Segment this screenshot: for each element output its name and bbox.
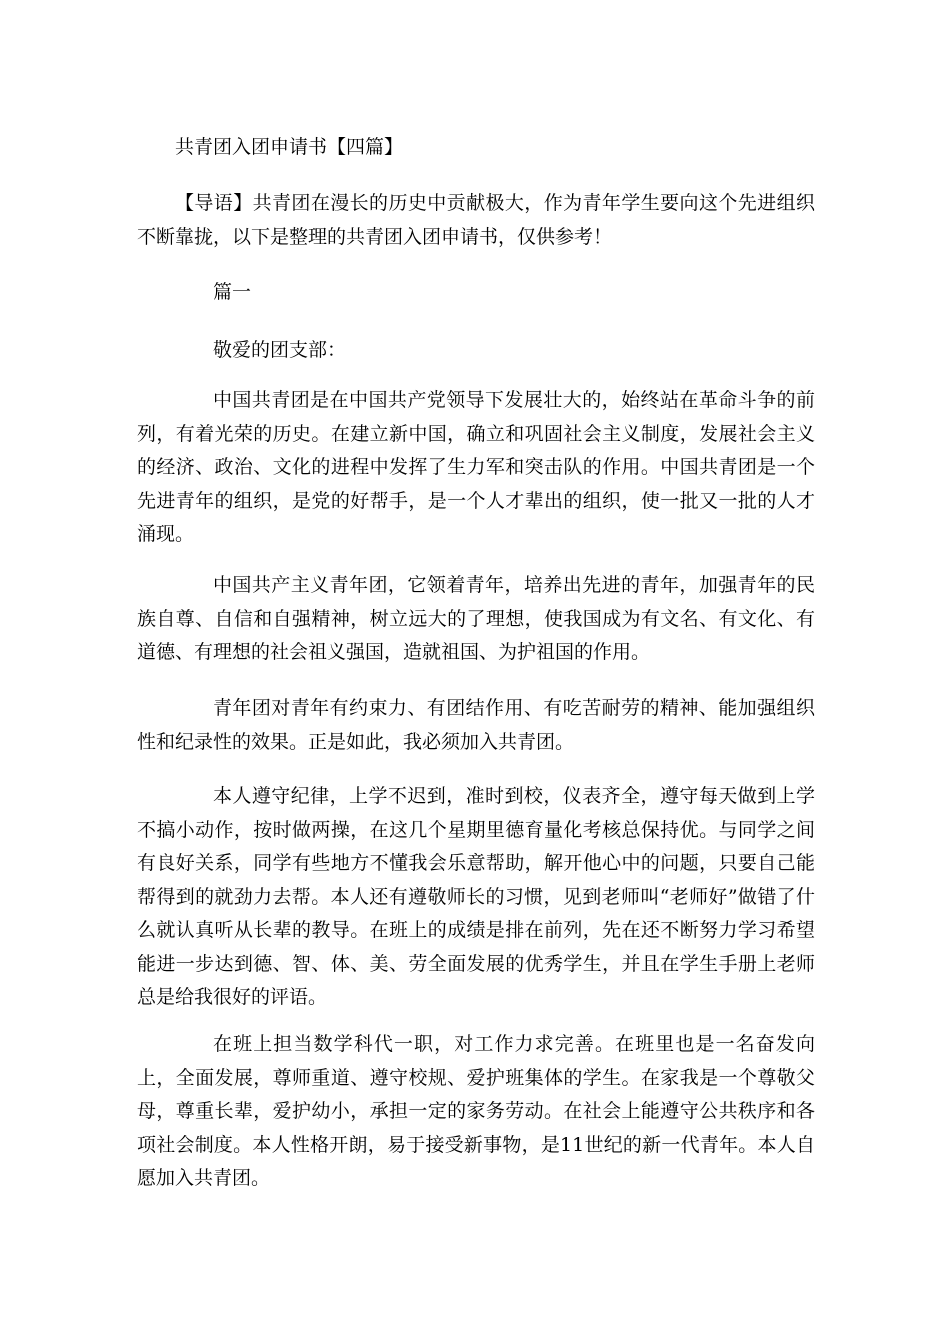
body-paragraph-5: 在班上担当数学科代一职，对工作力求完善。在班里也是一名奋发向上，全面发展，尊师重道、遵守校规、爱护班集体的学生。在家我是一个尊敬父母，尊重长辈，爱护幼小，承担一定的家务劳动。在社会上能遵守公共秩序和各项社会制度。本人性格开朗，易于接受新事物，是11世纪的新一代青年。本人自愿加入共青团。 (137, 1033, 815, 1189)
body-paragraph-1: 中国共青团是在中国共产党领导下发展壮大的，始终站在革命斗争的前列，有着光荣的历史。在建立新中国，确立和巩固社会主义制度，发展社会主义的经济、政治、文化的进程中发挥了生力军和突击队的作用。中国共青团是一个先进青年的组织，是党的好帮手，是一个人才辈出的组织，使一批又一批的人才涌现。 (137, 389, 815, 545)
document-title: 共青团入团申请书【四篇】 (175, 136, 404, 158)
body-paragraph-2: 中国共产主义青年团，它领着青年，培养出先进的青年，加强青年的民族自尊、自信和自强精神，树立远大的了理想，使我国成为有文名、有文化、有道德、有理想的社会祖义强国，造就祖国、为护祖国的作用。 (137, 574, 815, 663)
intro-paragraph: 【导语】共青团在漫长的历史中贡献极大，作为青年学生要向这个先进组织不断靠拢，以下是整理的共青团入团申请书，仅供参考！ (137, 192, 815, 248)
salutation: 敬爱的团支部： (213, 339, 347, 361)
body-paragraph-4: 本人遵守纪律，上学不迟到，准时到校，仪表齐全，遵守每天做到上学不搞小动作，按时做两操，在这几个星期里德育量化考核总保持优。与同学之间有良好关系，同学有些地方不懂我会乐意帮助，解开他心中的问题，只要自己能帮得到的就劲力去帮。本人还有遵敬师长的习惯，见到老师叫“老师好”做错了什么就认真听从长辈的教导。在班上的成绩是排在前列，先在还不断努力学习希望能进一步达到德、智、体、美、劳全面发展的优秀学生，并且在学生手册上老师总是给我很好的评语。 (137, 785, 815, 1008)
section-heading: 篇一 (213, 281, 252, 303)
body-paragraph-3: 青年团对青年有约束力、有团结作用、有吃苦耐劳的精神、能加强组织性和纪录性的效果。正是如此，我必须加入共青团。 (137, 697, 815, 753)
